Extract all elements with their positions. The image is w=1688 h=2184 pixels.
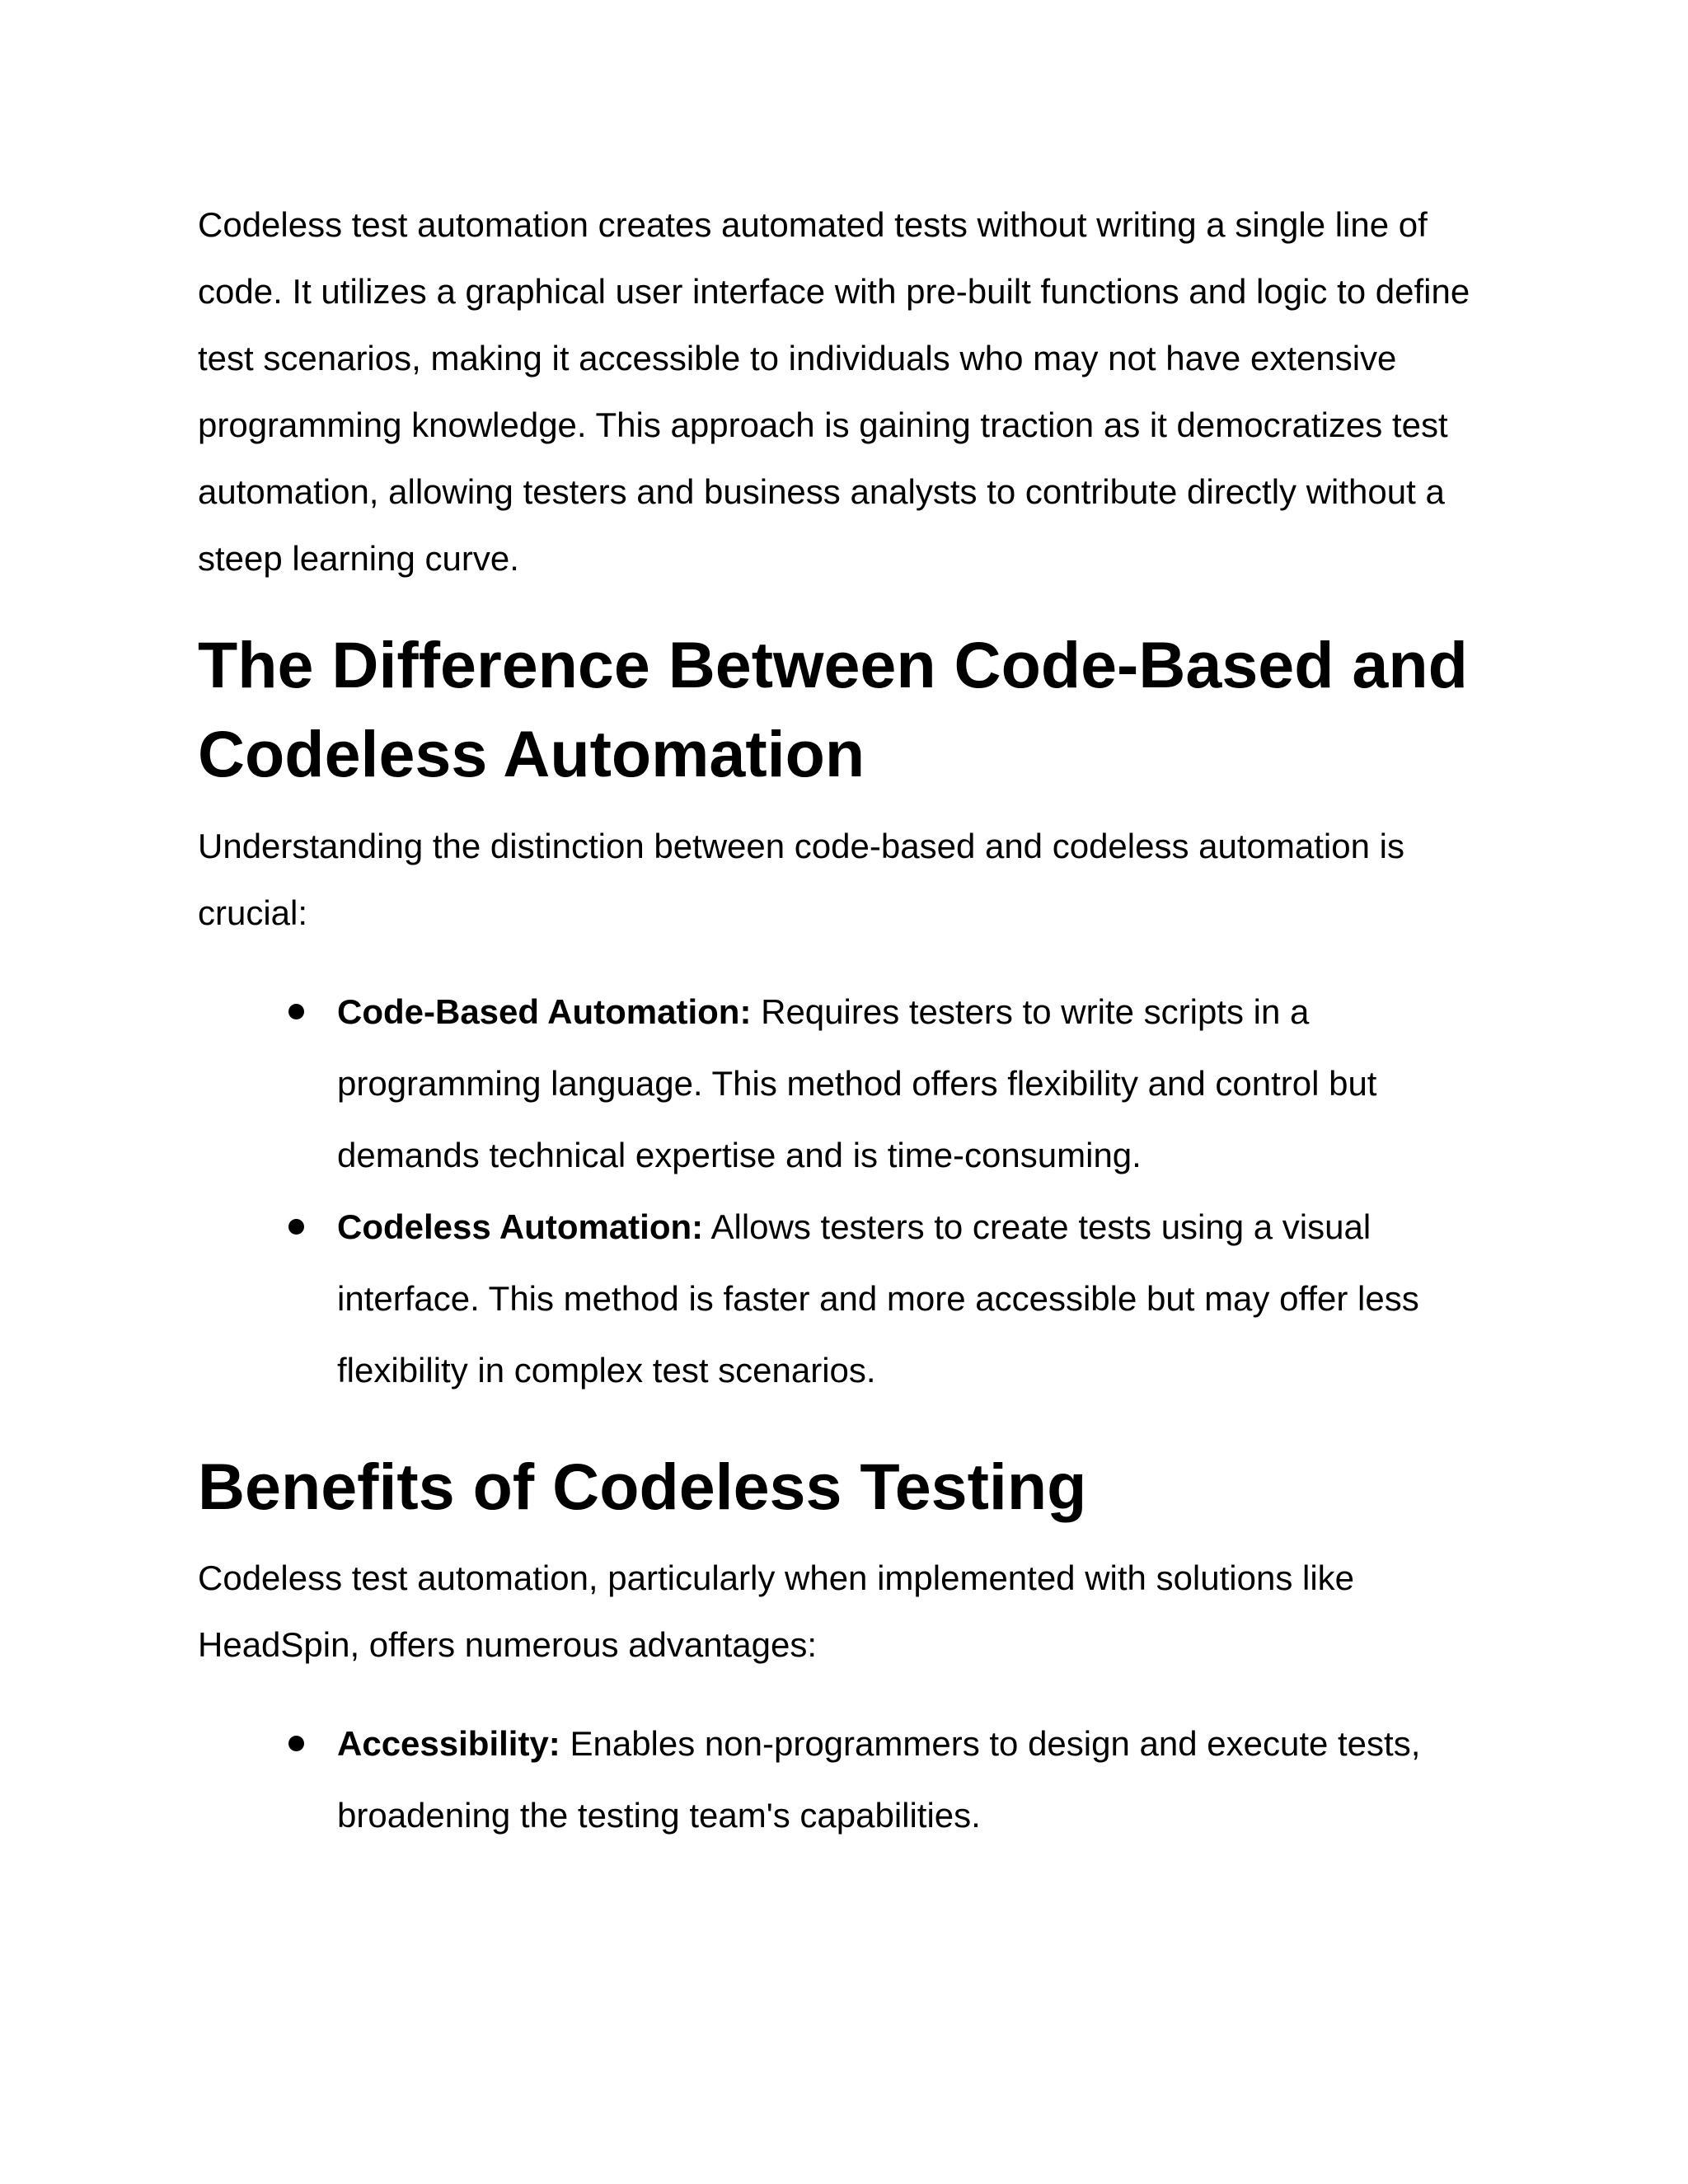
document-page: [198, 191, 1500, 1851]
list-item-text: Allows testers to create tests using a visual interface. This method is faster and more accessible but may offer less flexibility in complex test scenarios.: [337, 1207, 1419, 1390]
list-item: [198, 1708, 1500, 1851]
bullet-icon: [288, 1219, 304, 1235]
list-item: [198, 976, 1500, 1191]
list-item-text: Requires testers to write scripts in a programming language. This method offers flexibility and control but demands technical expertise and is time-consuming.: [337, 992, 1377, 1174]
benefits-lead-paragraph: Codeless test automation, particularly when implemented with solutions like HeadSpin, offers numerous advantages:: [198, 1558, 1355, 1664]
list-item: [198, 1191, 1500, 1406]
list-item-term: Accessibility:: [337, 1724, 560, 1763]
benefits-heading: Benefits of Codeless Testing: [198, 1450, 1087, 1523]
difference-lead-paragraph: Understanding the distinction between code-based and codeless automation is crucial:: [198, 827, 1404, 932]
intro-paragraph: Codeless test automation creates automated tests without writing a single line of code. It utilizes a graphical user interface with pre-built functions and logic to define test scenarios, making it accessible to individuals who may not have extensive programming knowledge. This approach is gaining traction as it democratizes test automation, allowing testers and business analysts to contribute directly without a steep learning curve.: [198, 205, 1470, 578]
difference-heading: The Difference Between Code-Based and Codeless Automation: [198, 628, 1468, 790]
benefits-list: [198, 1708, 1500, 1851]
list-item-term: Codeless Automation:: [337, 1207, 704, 1246]
list-item-term: Code-Based Automation:: [337, 992, 752, 1031]
bullet-icon: [288, 1736, 304, 1751]
difference-list: [198, 976, 1500, 1406]
bullet-icon: [288, 1004, 304, 1019]
list-item-text: Enables non-programmers to design and execute tests, broadening the testing team's capabilities.: [337, 1724, 1421, 1835]
